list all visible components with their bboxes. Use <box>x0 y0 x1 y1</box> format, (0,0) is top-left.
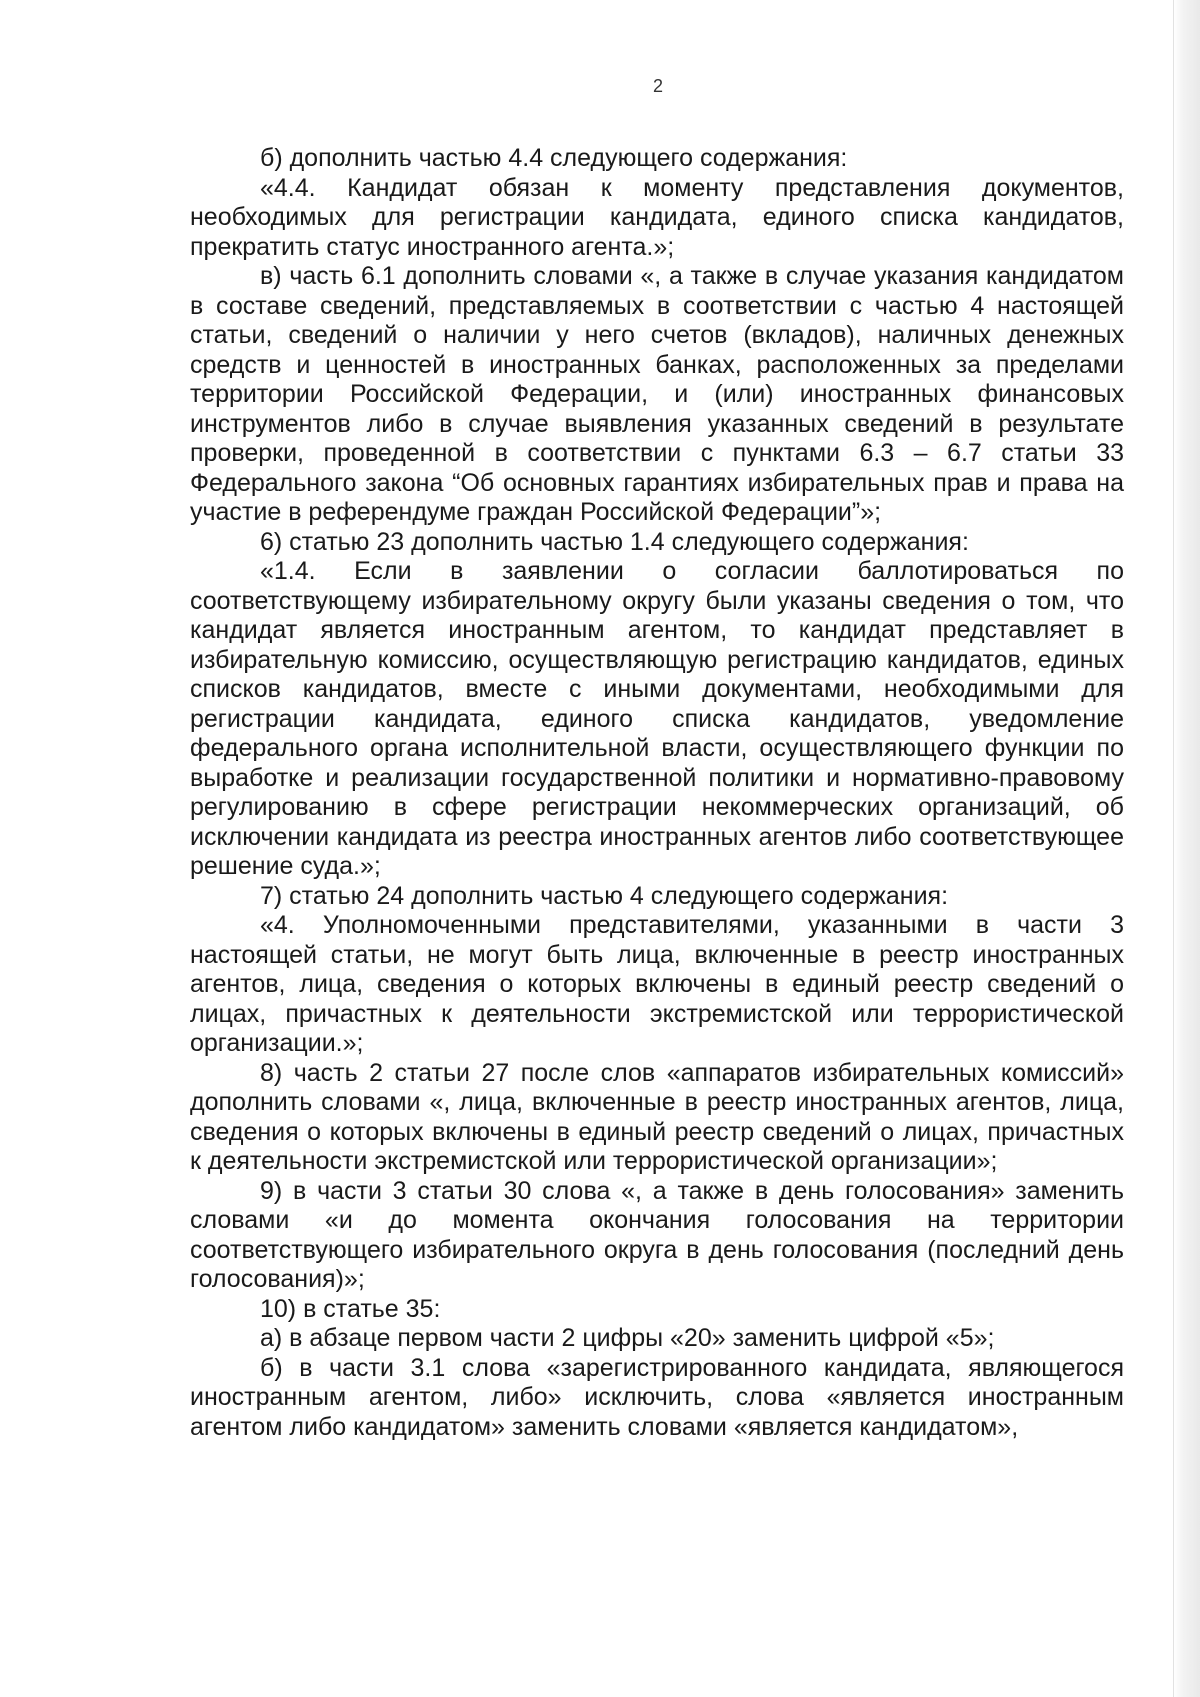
paragraph-a-part-2: а) в абзаце первом части 2 цифры «20» заменить цифрой «5»; <box>260 1324 995 1352</box>
paragraph-7-article-24: 7) статью 24 дополнить частью 4 следующего содержания: <box>260 881 949 910</box>
paragraph-v-part-6-1: в) часть 6.1 дополнить словами «, а также в случае указания кандидатом в составе сведений, представляемых в соответствии с частью 4 настоящей статьи, сведений о наличии у него счетов (вкладов), наличных денежных средств и ценностей в иностранных банках, расположенных за пределами территории Российской Федерации, и (или) иностранных финансовых инструментов либо в случае выявления указанных сведений в результате проверки, проведенной в соответствии с пунктами 6.3 – 6.7 статьи 33 Федерального закона “Об основных гарантиях избирательных прав и права на участие в референдуме граждан Российской Федерации”»; <box>190 262 1124 526</box>
paragraph-quote-4: «4. Уполномоченными представителями, указанными в части 3 настоящей статьи, не могут быть лица, включенные в реестр иностранных агентов, лица, сведения о которых включены в единый реестр сведений о лицах, причастных к деятельности экстремистской или террористической организации.»; <box>190 911 1124 1057</box>
paragraph-quote-4-4: «4.4. Кандидат обязан к моменту представления документов, необходимых для регистрации кандидата, единого списка кандидатов, прекратить статус иностранного агента.»; <box>190 173 1124 261</box>
paragraph-9-article-30: 9) в части 3 статьи 30 слова «, а также в день голосования» заменить словами «и до момента окончания голосования на территории соответствующего избирательного округа в день голосования (последний день голосования)»; <box>190 1176 1124 1293</box>
paragraph-10-article-35: 10) в статье 35: <box>260 1294 441 1323</box>
paragraph-b-part-3-1: б) в части 3.1 слова «зарегистрированного кандидата, являющегося иностранным агентом, либо» исключить, слова «является иностранным агентом либо кандидатом» заменить словами «является кандидатом», <box>190 1353 1124 1441</box>
scan-edge <box>1174 0 1200 1697</box>
paragraph-quote-1-4: «1.4. Если в заявлении о согласии баллотироваться по соответствующему избирательному округу были указаны сведения о том, что кандидат является иностранным агентом, то кандидат представляет в избирательную комиссию, осуществляющую регистрацию кандидатов, единых списков кандидатов, вместе с иными документами, необходимыми для регистрации кандидата, единого списка кандидатов, уведомление федерального органа исполнительной власти, осуществляющего функции по выработке и реализации государственной политики и нормативно-правовому регулированию в сфере регистрации некоммерческих организаций, об исключении кандидата из реестра иностранных агентов либо соответствующее решение суда.»; <box>190 557 1124 880</box>
paragraph-8-article-27: 8) часть 2 статьи 27 после слов «аппаратов избирательных комиссий» дополнить словами «, лица, включенные в реестр иностранных агентов, лица, сведения о которых включены в единый реестр сведений о лицах, причастных к деятельности экстремистской или террористической организации»; <box>190 1058 1124 1175</box>
page-number: 2 <box>652 76 663 96</box>
paragraph-6-article-23: 6) статью 23 дополнить частью 1.4 следующего содержания: <box>260 527 969 556</box>
document-body <box>190 144 1124 1442</box>
paragraph-b-part-4-4: б) дополнить частью 4.4 следующего содержания: <box>260 144 848 172</box>
